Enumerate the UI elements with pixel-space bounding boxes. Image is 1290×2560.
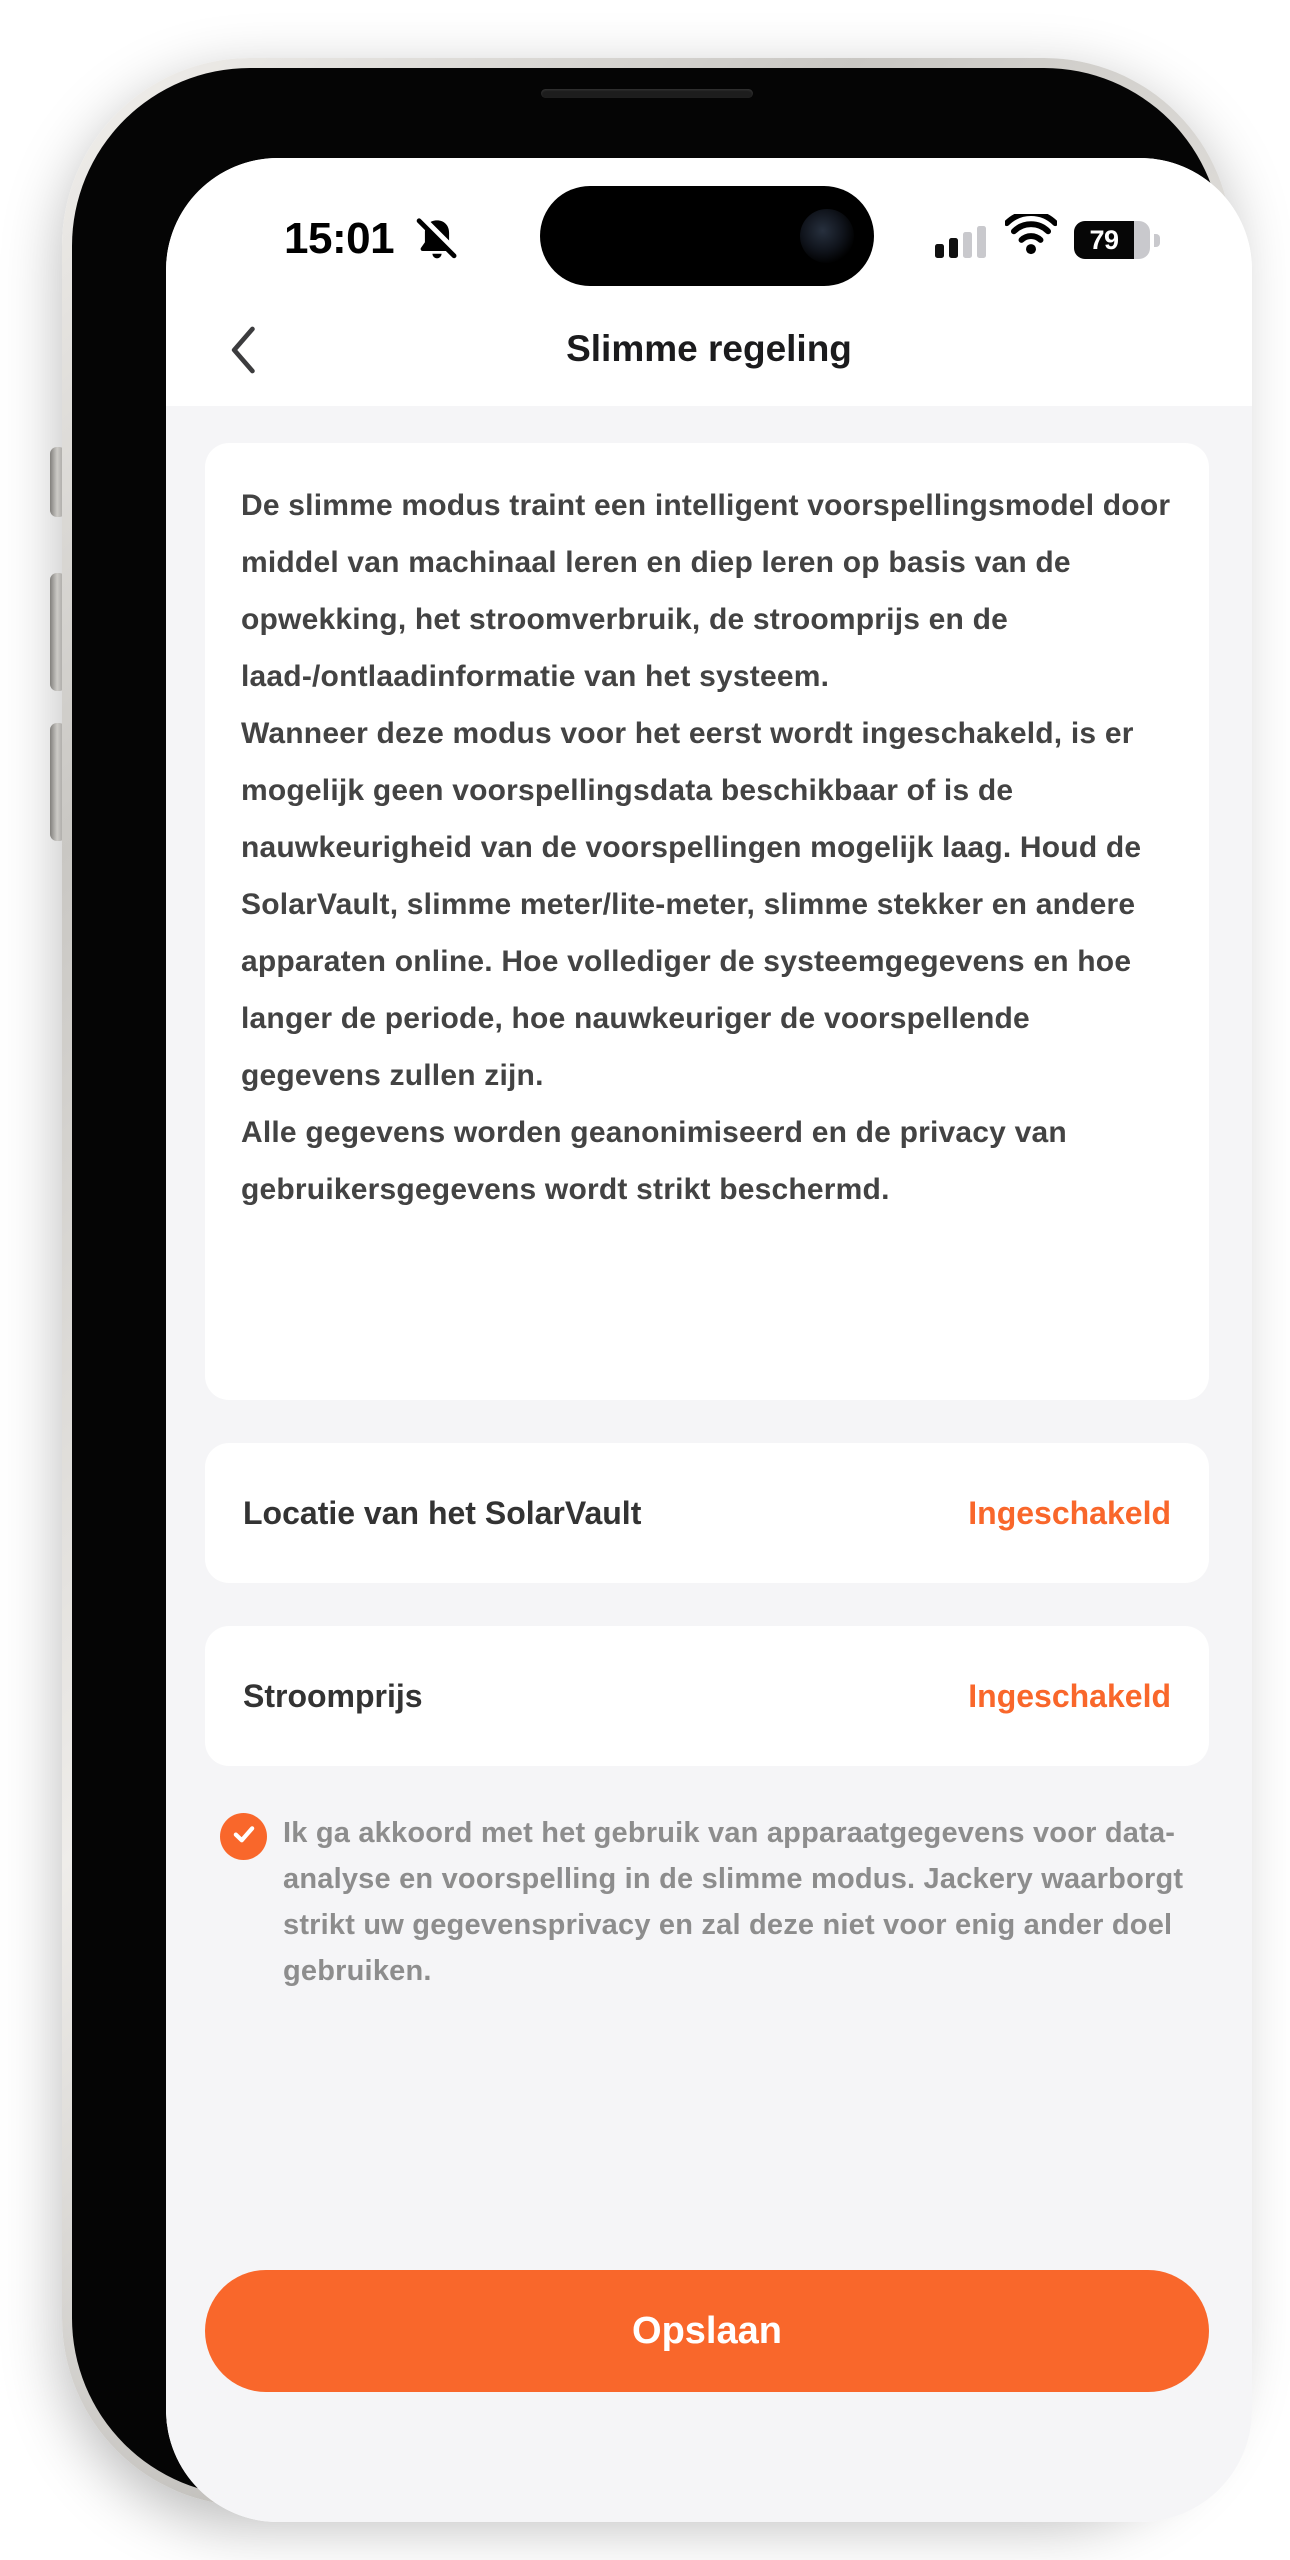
description-paragraph-3: Alle gegevens worden geanonimiseerd en de privacy van gebruikersgegevens wordt strikt beschermd.: [241, 1116, 1067, 1206]
dynamic-island: [540, 186, 874, 286]
signal-strength-icon: [935, 211, 991, 269]
front-camera-icon: [800, 209, 854, 263]
agreement-section: [220, 1810, 1220, 1994]
battery-nub: [1154, 234, 1160, 247]
speaker-groove: [541, 89, 753, 98]
setting-label: Stroomprijs: [243, 1677, 423, 1714]
status-bar-time: 15:01: [284, 214, 395, 263]
description-paragraph-1: De slimme modus traint een intelligent voorspellingsmodel door middel van machinaal leren en diep leren op basis van de opwekking, het stroomverbruik, de stroomprijs en de laad-/ontlaadinformatie van het systeem.: [241, 489, 1171, 693]
bell-slash-icon: [412, 215, 462, 265]
battery-icon: [1074, 221, 1150, 259]
check-icon: [229, 1819, 259, 1854]
setting-row-electricity-price[interactable]: [205, 1626, 1209, 1766]
setting-label: Locatie van het SolarVault: [243, 1494, 642, 1531]
agreement-text: Ik ga akkoord met het gebruik van apparaatgegevens voor data-analyse en voorspelling in de slimme modus. Jackery waarborgt strikt uw gegevensprivacy en zal deze niet voor enig ander doel gebruiken.: [283, 1817, 1184, 1987]
agreement-checkbox[interactable]: [220, 1813, 267, 1860]
save-button[interactable]: Opslaan: [205, 2270, 1209, 2392]
setting-status-value: Ingeschakeld: [968, 1677, 1171, 1714]
phone-screen: [166, 158, 1252, 2522]
page-title: Slimme regeling: [566, 328, 852, 369]
description-paragraph-2: Wanneer deze modus voor het eerst wordt ingeschakeld, is er mogelijk geen voorspellingsdata beschikbaar of is de nauwkeurigheid van de voorspellingen mogelijk laag. Houd de SolarVault, slimme meter/lite-meter, slimme stekker en andere apparaten online. Hoe vollediger de systeemgegevens en hoe langer de periode, hoe nauwkeuriger de voorspellende gegevens zullen zijn.: [241, 717, 1142, 1092]
wifi-icon: [1005, 214, 1057, 258]
battery-percent-label: 79: [1089, 224, 1119, 255]
battery-fill: [1074, 221, 1134, 259]
description-card: [205, 443, 1209, 1400]
setting-status-value: Ingeschakeld: [968, 1494, 1171, 1531]
setting-row-solarvault-location[interactable]: [205, 1443, 1209, 1583]
phone-frame: [62, 58, 1232, 2506]
